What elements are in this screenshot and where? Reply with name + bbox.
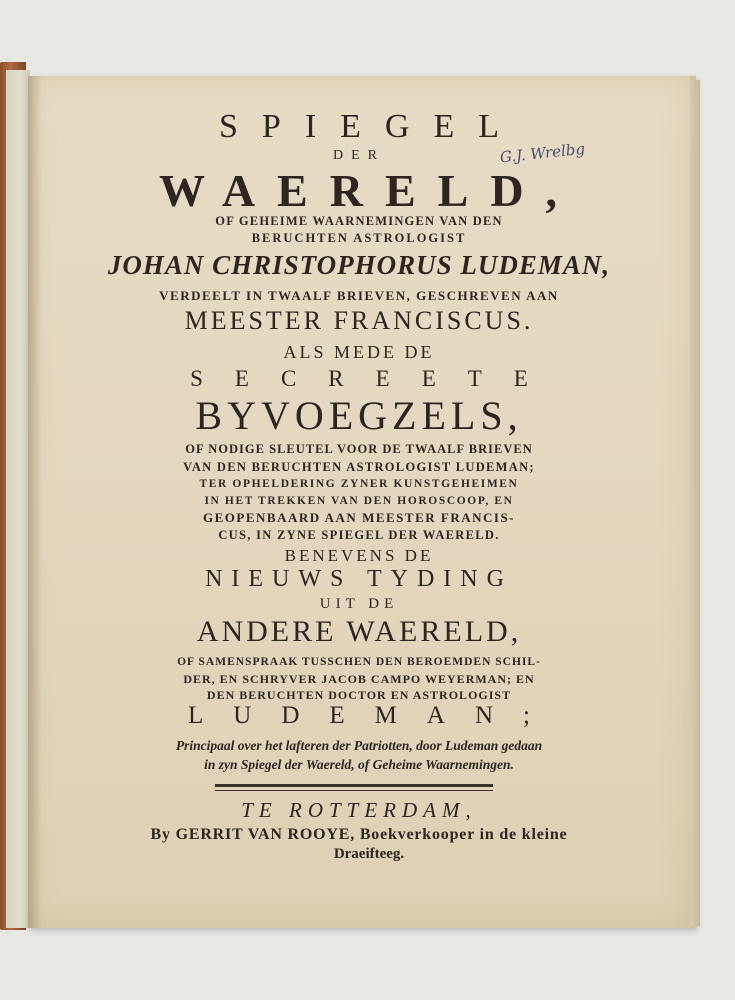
subtitle-line-6: TER OPHELDERING ZYNER KUNSTGEHEIMEN xyxy=(199,478,519,490)
title-line-andere-waereld: ANDERE WAERELD, xyxy=(196,615,522,648)
subtitle-line-11: DER, EN SCHRYVER JACOB CAMPO WEYERMAN; EN xyxy=(183,672,535,686)
subtitle-line-12: DEN BERUCHTEN DOCTOR EN ASTROLOGIST xyxy=(206,688,512,702)
title-line-ludeman: LUDEMAN; xyxy=(188,702,560,729)
title-line-als-mede-de: ALS MEDE DE xyxy=(283,342,435,362)
italic-note-line-2: in zyn Spiegel der Waereld, of Geheime Waarnemingen. xyxy=(204,757,514,772)
title-line-der: DER xyxy=(333,148,385,163)
subtitle-line-9: CUS, IN ZYNE SPIEGEL DER WAERELD. xyxy=(218,528,500,542)
imprint-street: Draeifteeg. xyxy=(333,846,405,862)
subtitle-line-2: BERUCHTEN ASTROLOGIST xyxy=(251,231,467,245)
title-line-nieuws-tyding: NIEUWS TYDING xyxy=(205,566,513,592)
handwritten-signature: G.J. Wrelbg xyxy=(498,139,586,167)
recipient-name: MEESTER FRANCISCUS. xyxy=(184,306,534,335)
title-line-spiegel: SPIEGEL xyxy=(219,108,523,145)
double-rule-thick xyxy=(215,784,493,787)
imprint-publisher: By GERRIT VAN ROOYE, Boekverkooper in de kleine xyxy=(150,826,568,843)
title-line-secreete: SECREETE xyxy=(190,366,560,391)
double-rule-thin xyxy=(215,790,493,791)
italic-note-line-1: Principaal over het lafteren der Patriotten, door Ludeman gedaan xyxy=(175,738,543,753)
author-name: JOHAN CHRISTOPHORUS LUDEMAN, xyxy=(107,250,611,280)
title-line-benevens-de: BENEVENS DE xyxy=(284,546,434,565)
imprint-city: TE ROTTERDAM, xyxy=(241,798,477,822)
subtitle-line-4: OF NODIGE SLEUTEL VOOR DE TWAALF BRIEVEN xyxy=(185,442,533,456)
left-page-stack xyxy=(6,70,30,928)
subtitle-line-7: IN HET TREKKEN VAN DEN HOROSCOOP, EN xyxy=(204,495,514,507)
title-line-uit-de: UIT DE xyxy=(319,596,399,612)
subtitle-line-1: OF GEHEIME WAARNEMINGEN VAN DEN xyxy=(215,214,503,228)
page-edge xyxy=(690,80,700,926)
subtitle-line-3: VERDEELT IN TWAALF BRIEVEN, GESCHREVEN AAN xyxy=(159,288,559,303)
subtitle-line-8: GEOPENBAARD AAN MEESTER FRANCIS- xyxy=(203,510,515,525)
title-line-waereld: WAERELD, xyxy=(158,165,580,216)
subtitle-line-5: VAN DEN BERUCHTEN ASTROLOGIST LUDEMAN; xyxy=(183,460,535,474)
title-line-byvoegzels: BYVOEGZELS, xyxy=(195,393,523,438)
subtitle-line-10: OF SAMENSPRAAK TUSSCHEN DEN BEROEMDEN SCHIL- xyxy=(177,656,541,668)
